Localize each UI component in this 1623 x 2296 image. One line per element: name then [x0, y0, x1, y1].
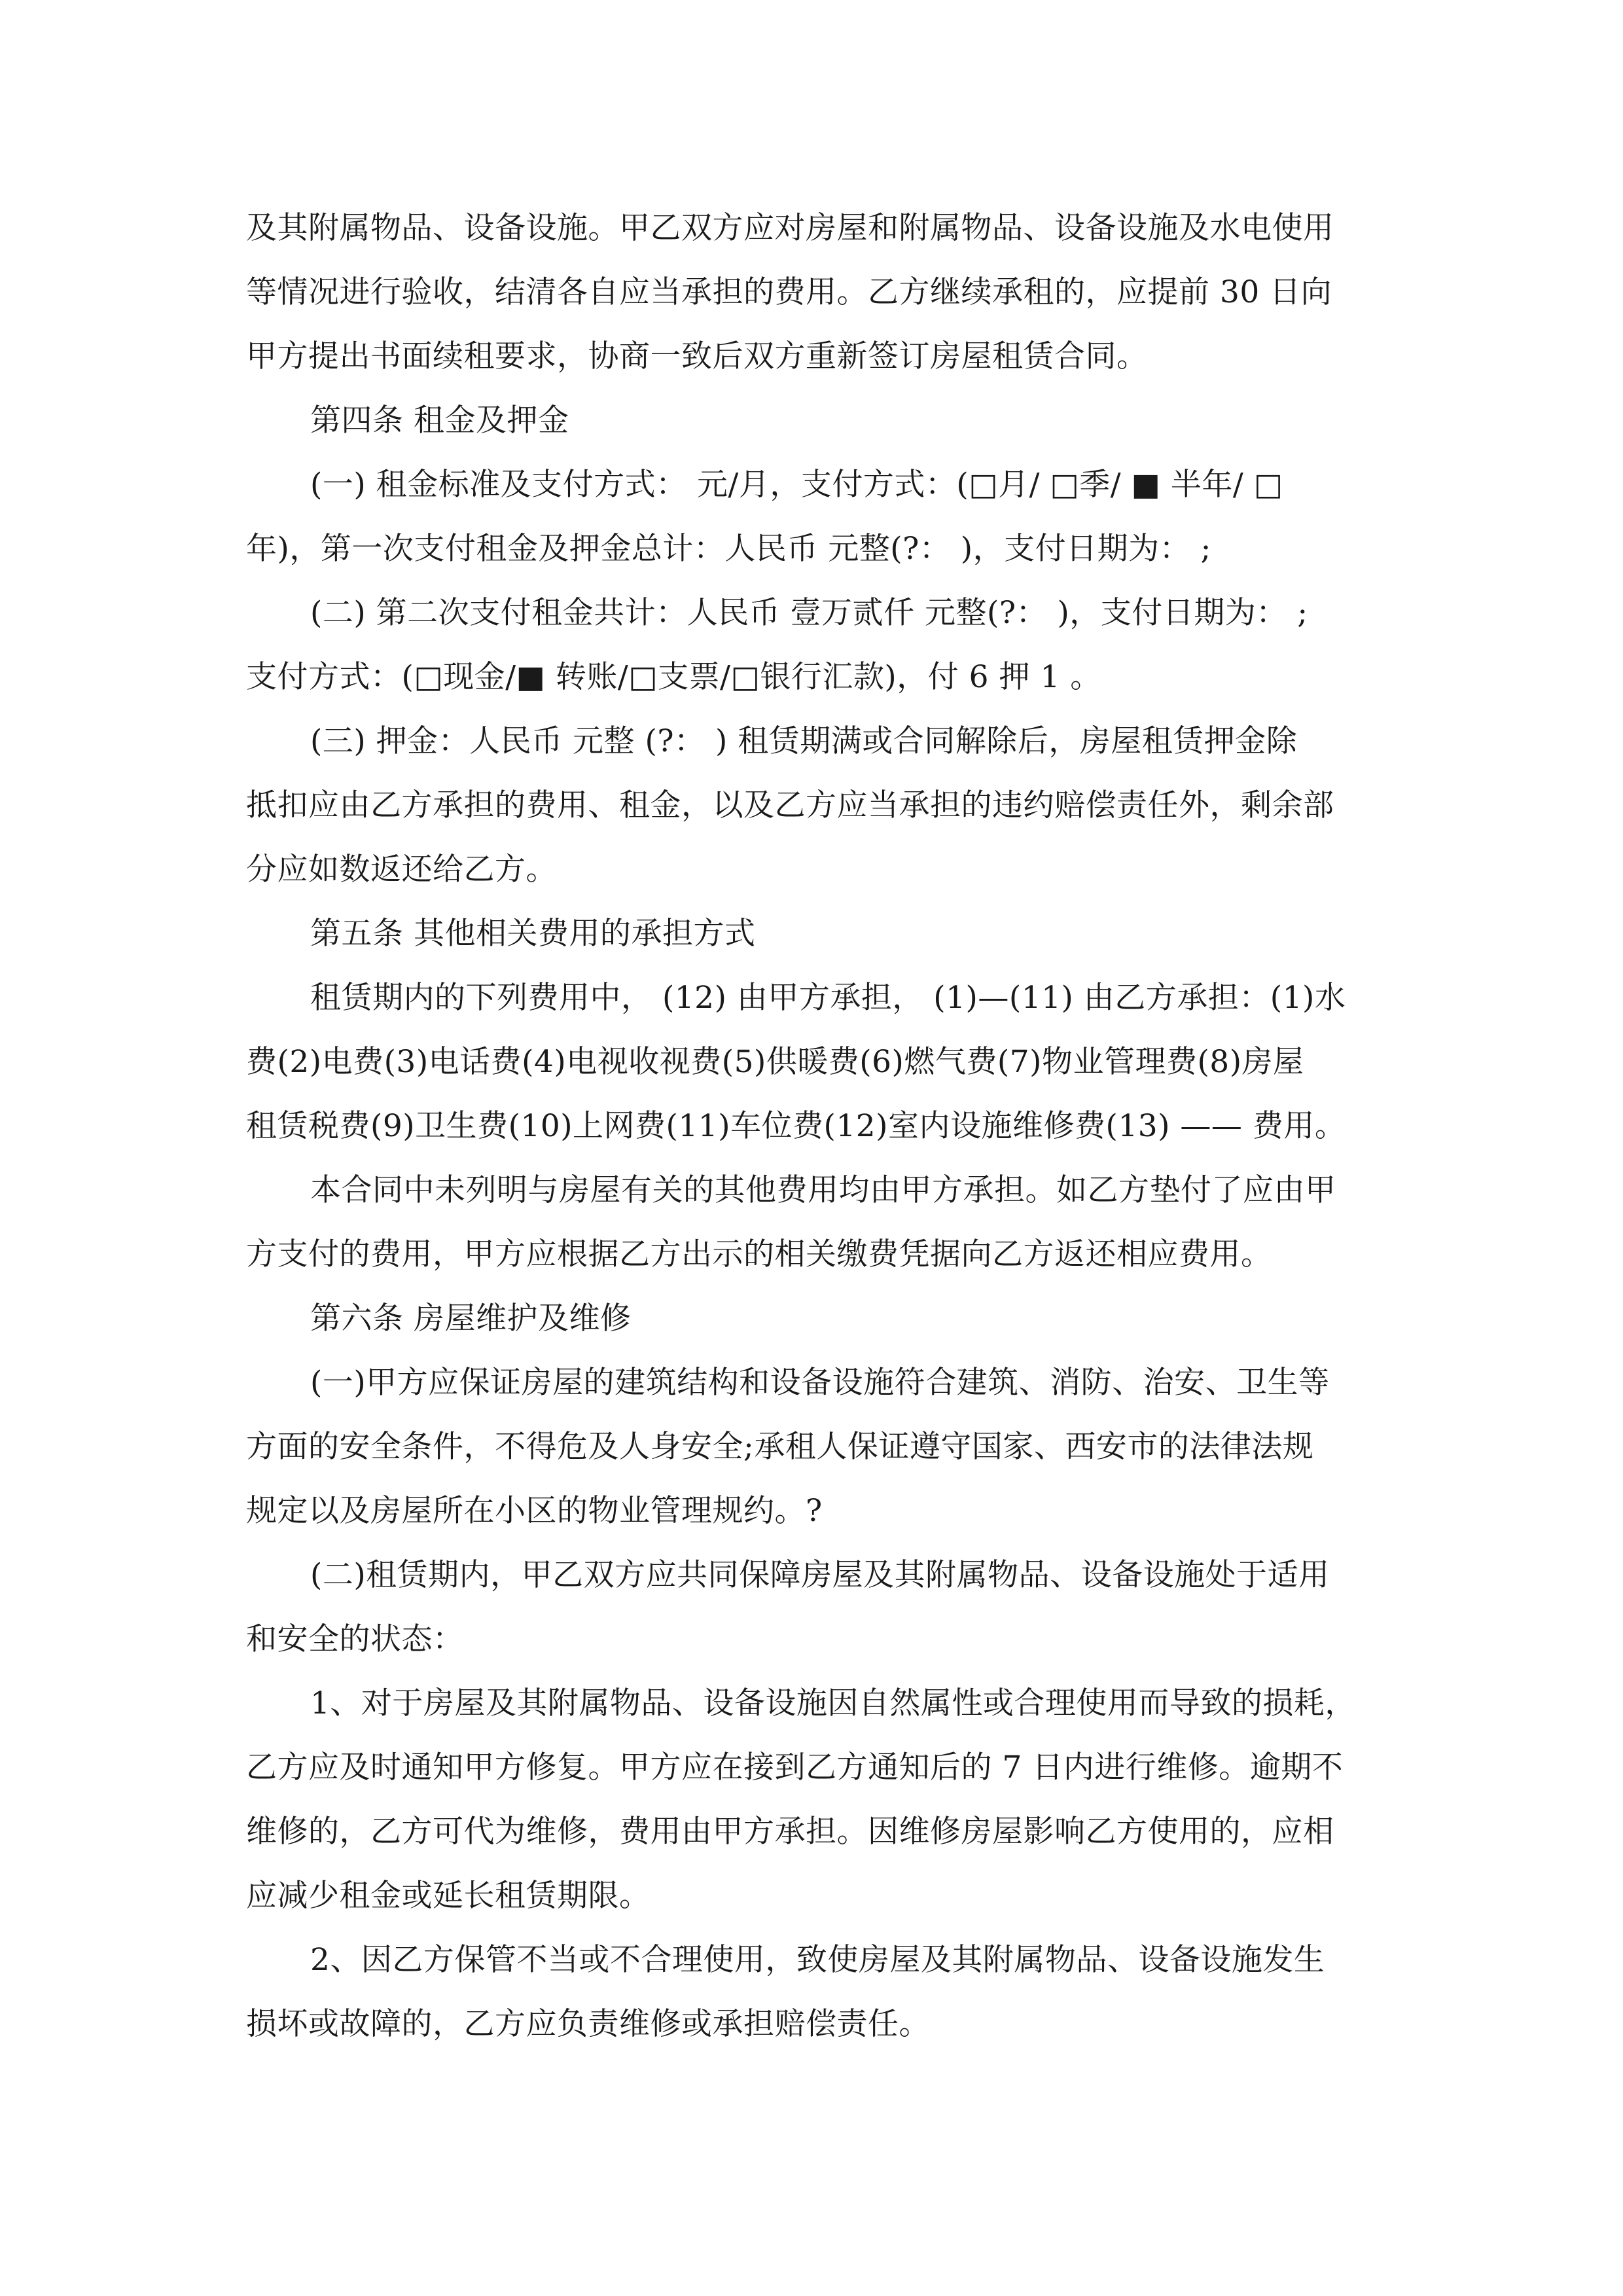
text-line: 费(2)电费(3)电话费(4)电视收视费(5)供暖费(6)燃气费(7)物业管理费(8)房屋 [246, 1044, 1304, 1080]
text-line: 抵扣应由乙方承担的费用、租金，以及乙方应当承担的违约赔偿责任外，剩余部 [246, 787, 1334, 823]
text-line: (一) 租金标准及支付方式： 元/月，支付方式：(□月/ □季/ ■ 半年/ □ [310, 467, 1283, 503]
text-line: 分应如数返还给乙方。 [246, 852, 557, 888]
text-line: 本合同中未列明与房屋有关的其他费用均由甲方承担。如乙方垫付了应由甲 [310, 1172, 1336, 1208]
text-line: 年)，第一次支付租金及押金总计：人民币 元整(?： )，支付日期为： ; [246, 531, 1211, 567]
text-line: 损坏或故障的，乙方应负责维修或承担赔偿责任。 [246, 2006, 930, 2042]
document-body [246, 196, 1378, 2056]
text-line: 方支付的费用，甲方应根据乙方出示的相关缴费凭据向乙方返还相应费用。 [246, 1236, 1272, 1272]
text-line: 支付方式：(□现金/■ 转账/□支票/□银行汇款)，付 6 押 1 。 [246, 659, 1101, 695]
text-line: 和安全的状态： [246, 1621, 464, 1657]
text-line: 规定以及房屋所在小区的物业管理规约。? [246, 1493, 823, 1529]
article-heading: 第四条 租金及押金 [310, 403, 569, 439]
article-heading: 第六条 房屋维护及维修 [310, 1300, 632, 1336]
text-line: 1、对于房屋及其附属物品、设备设施因自然属性或合理使用而导致的损耗， [310, 1685, 1356, 1721]
text-line: 等情况进行验收，结清各自应当承担的费用。乙方继续承租的，应提前 30 日向 [246, 274, 1332, 310]
text-line: 维修的，乙方可代为维修，费用由甲方承担。因维修房屋影响乙方使用的，应相 [246, 1814, 1334, 1850]
text-line: 2、因乙方保管不当或不合理使用，致使房屋及其附属物品、设备设施发生 [310, 1942, 1325, 1978]
article-heading: 第五条 其他相关费用的承担方式 [310, 916, 756, 952]
text-line: 应减少租金或延长租赁期限。 [246, 1878, 651, 1914]
text-line: (三) 押金：人民币 元整 (?： ) 租赁期满或合同解除后，房屋租赁押金除 [310, 723, 1298, 759]
text-line: 方面的安全条件，不得危及人身安全;承租人保证遵守国家、西安市的法律法规 [246, 1429, 1314, 1465]
text-line: 租赁期内的下列费用中， (12) 由甲方承担， (1)—(11) 由乙方承担：(1)水 [310, 980, 1346, 1016]
text-line: 甲方提出书面续租要求，协商一致后双方重新签订房屋租赁合同。 [246, 338, 1148, 374]
text-line: (二)租赁期内，甲乙双方应共同保障房屋及其附属物品、设备设施处于适用 [310, 1557, 1330, 1593]
text-line: (二) 第二次支付租金共计：人民币 壹万贰仟 元整(?： )，支付日期为： ; [310, 595, 1308, 631]
text-line: 及其附属物品、设备设施。甲乙双方应对房屋和附属物品、设备设施及水电使用 [246, 210, 1334, 246]
text-line: (一)甲方应保证房屋的建筑结构和设备设施符合建筑、消防、治安、卫生等 [310, 1365, 1330, 1401]
text-line: 乙方应及时通知甲方修复。甲方应在接到乙方通知后的 7 日内进行维修。逾期不 [246, 1749, 1344, 1785]
text-line: 租赁税费(9)卫生费(10)上网费(11)车位费(12)室内设施维修费(13) —— 费用。 [246, 1108, 1346, 1144]
